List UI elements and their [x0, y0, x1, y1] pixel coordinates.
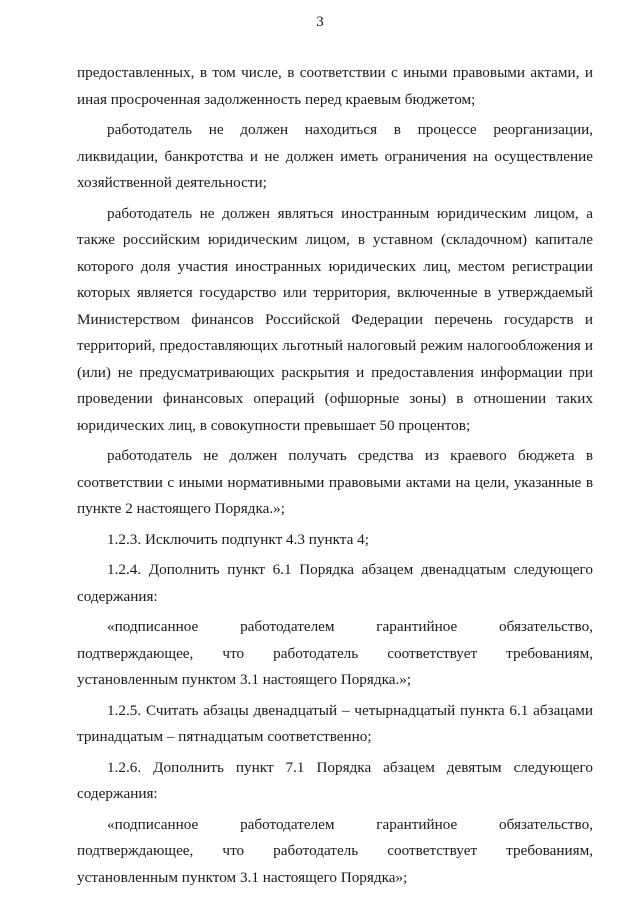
paragraph: работодатель не должен являться иностранным юридическим лицом, а также российским юридическим лицом, в уставном (складочном) капитале которого доля участия иностранных юридических лиц, местом регистрации которых является государство или территория, включенные в утверждаемый Министерством финансов Российской Федерации перечень государств и территорий, предоставляющих льготный налоговый режим налогообложения и (или) не предусматривающих раскрытия и предоставления информации при проведении финансовых операций (офшорные зоны) в отношении таких юридических лиц, в совокупности превышает 50 процентов; [77, 204, 593, 434]
paragraph: работодатель не должен находиться в процессе реорганизации, ликвидации, банкротства и не должен иметь ограничения на осуществление хозяйственной деятельности; [77, 121, 593, 191]
paragraph: 1.2.4. Дополнить пункт 6.1 Порядка абзацем двенадцатым следующего содержания: [77, 561, 593, 605]
paragraph: работодатель не должен получать средства из краевого бюджета в соответствии с иными нормативными правовыми актами на цели, указанные в пункте 2 настоящего Порядка.»; [77, 447, 593, 517]
paragraph: «подписанное работодателем гарантийное обязательство, подтверждающее, что работодатель соответствует требованиям, установленным пунктом 3.1 настоящего Порядка»; [77, 815, 593, 886]
paragraph: 1.2.3. Исключить подпункт 4.3 пункта 4; [107, 530, 369, 548]
document-body [77, 60, 593, 895]
paragraph: «подписанное работодателем гарантийное обязательство, подтверждающее, что работодатель соответствует требованиям, установленным пунктом 3.1 настоящего Порядка.»; [77, 618, 593, 688]
paragraph: 1.2.6. Дополнить пункт 7.1 Порядка абзацем девятым следующего содержания: [77, 758, 593, 802]
paragraph: 1.2.5. Считать абзацы двенадцатый – четырнадцатый пункта 6.1 абзацами тринадцатым – пятнадцатым соответственно; [77, 701, 593, 745]
paragraph: предоставленных, в том числе, в соответствии с иными правовыми актами, и иная просроченная задолженность перед краевым бюджетом; [77, 64, 593, 108]
page-number: 3 [316, 14, 324, 30]
